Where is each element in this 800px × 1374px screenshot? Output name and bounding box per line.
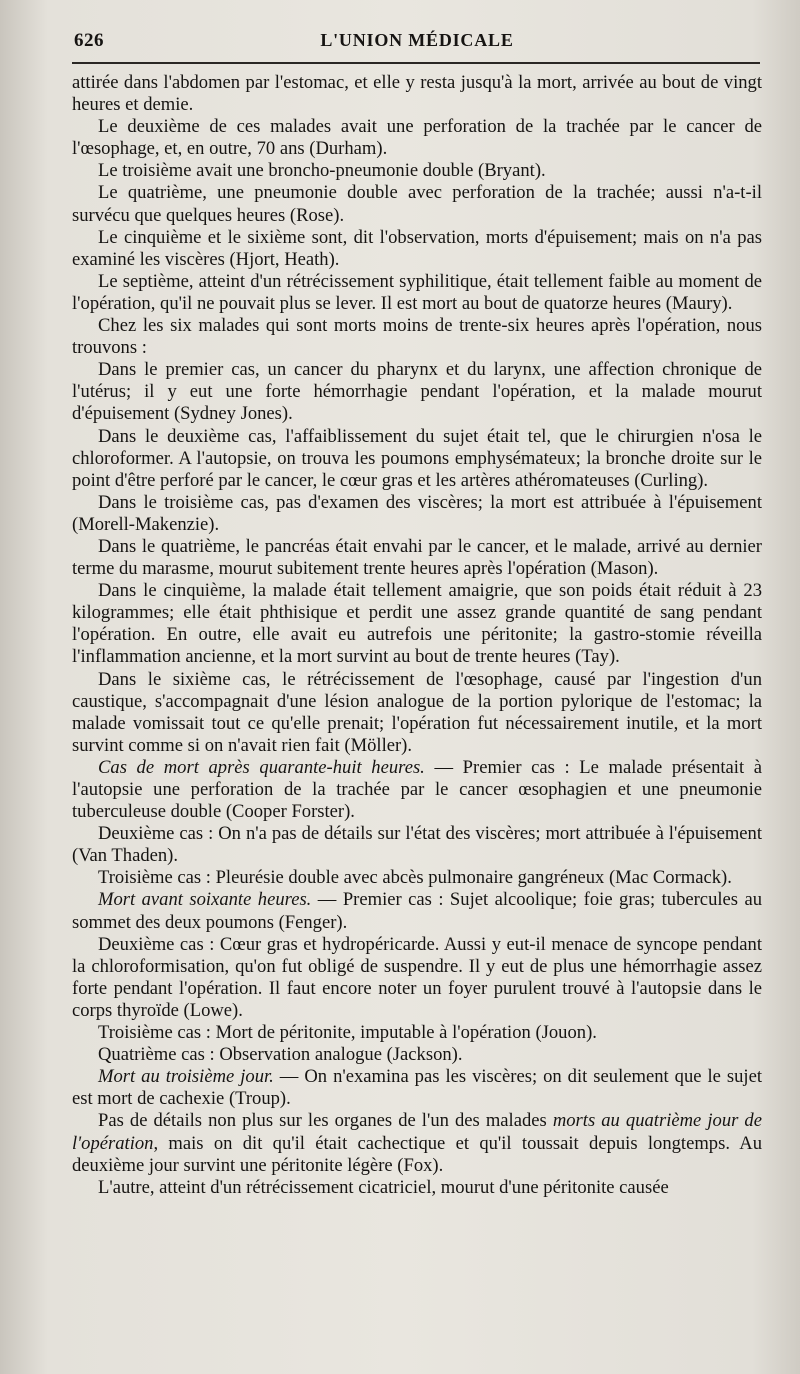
paragraph: Le deuxième de ces malades avait une perforation de la trachée par le cancer de l'œsophage, et, en outre, 70 ans (Durham).: [72, 116, 762, 160]
paragraph: Le septième, atteint d'un rétrécissement syphilitique, était tellement faible au moment de l'opération, qu'il ne pouvait plus se lever. Il est mort au bout de quatorze heures (Maury).: [72, 270, 762, 314]
paragraph: Troisième cas : Mort de péritonite, imputable à l'opération (Jouon).: [98, 1022, 597, 1044]
paragraph: L'autre, atteint d'un rétrécissement cicatriciel, mourut d'une péritonite causée: [98, 1176, 669, 1198]
paragraph: Mort au troisième jour. — On n'examina pas les viscères; on dit seulement que le sujet est mort de cachexie (Troup).: [72, 1066, 762, 1110]
paragraph: Cas de mort après quarante-huit heures. — Premier cas : Le malade présentait à l'autopsie une perforation de la trachée par le cancer œsophagien et une pneumonie tuberculeuse double (Cooper Forster).: [72, 756, 762, 823]
paragraph: Dans le quatrième, le pancréas était envahi par le cancer, et le malade, arrivé au dernier terme du marasme, mourut subitement trente heures après l'opération (Mason).: [72, 535, 762, 580]
paragraph: attirée dans l'abdomen par l'estomac, et elle y resta jusqu'à la mort, arrivée au bout de vingt heures et demie.: [72, 72, 762, 116]
paragraph: Dans le deuxième cas, l'affaiblissement du sujet était tel, que le chirurgien n'osa le chloroformer. A l'autopsie, on trouva les poumons emphysémateux; la bronche droite sur le point d'être perforé par le cancer, le cœur gras et les artères athéromateuses (Curling).: [72, 425, 762, 491]
paragraph: Mort avant soixante heures. — Premier cas : Sujet alcoolique; foie gras; tubercules au sommet des deux poumons (Fenger).: [72, 889, 763, 933]
paragraph: Quatrième cas : Observation analogue (Jackson).: [98, 1044, 463, 1066]
paragraph: Dans le sixième cas, le rétrécissement de l'œsophage, causé par l'ingestion d'un caustique, s'accompagnait d'une lésion analogue de la portion pylorique de l'estomac; la malade vomissait tout ce qu'elle prenait; l'opération fut nécessairement inutile, et la mort survint comme si on n'avait rien fait (Möller).: [72, 668, 762, 756]
paragraph: Le quatrième, une pneumonie double avec perforation de la trachée; aussi n'a-t-il survécu que quelques heures (Rose).: [72, 182, 762, 226]
inline-italic: morts au quatrième jour de l'opération: [72, 1110, 762, 1154]
paragraph: Chez les six malades qui sont morts moins de trente-six heures après l'opération, nous trouvons :: [72, 315, 762, 359]
running-title: L'UNION MÉDICALE: [320, 30, 514, 50]
section-heading: Cas de mort après quarante-huit heures.: [98, 756, 425, 778]
paragraph: Pas de détails non plus sur les organes de l'un des malades morts au quatrième jour de l'opération, mais on dit qu'il était cachectique et qu'il toussait depuis longtemps. Au deuxième jour survint une péritonite légère (Fox).: [72, 1110, 762, 1176]
header-rule: [72, 62, 760, 64]
page-header: [72, 28, 762, 60]
paragraph: Deuxième cas : On n'a pas de détails sur l'état des viscères; mort attribuée à l'épuisement (Van Thaden).: [72, 823, 762, 867]
section-heading: Mort avant soixante heures.: [98, 889, 312, 911]
page-number: 626: [74, 30, 104, 51]
paragraph: Troisième cas : Pleurésie double avec abcès pulmonaire gangréneux (Mac Cormack).: [98, 867, 732, 889]
section-heading: Mort au troisième jour.: [98, 1066, 274, 1088]
paragraph: Dans le premier cas, un cancer du pharynx et du larynx, une affection chronique de l'utérus; il y eut une forte hémorrhagie pendant l'opération, et la malade mourut d'épuisement (Sydney Jones).: [72, 359, 762, 425]
paragraph: Dans le cinquième, la malade était tellement amaigrie, que son poids était réduit à 23 kilogrammes; elle était phthisique et perdit une assez grande quantité de sang pendant l'opération. En outre, elle avait eu autrefois une péritonite; la gastro-stomie réveilla l'inflammation ancienne, et la mort survint au bout de trente heures (Tay).: [72, 580, 762, 668]
body-text: [72, 72, 762, 1199]
paragraph: Dans le troisième cas, pas d'examen des viscères; la mort est attribuée à l'épuisement (Morell-Makenzie).: [72, 491, 762, 535]
paragraph: Le troisième avait une broncho-pneumonie double (Bryant).: [98, 160, 546, 182]
paragraph: Le cinquième et le sixième sont, dit l'observation, morts d'épuisement; mais on n'a pas examiné les viscères (Hjort, Heath).: [72, 226, 762, 270]
paragraph: Deuxième cas : Cœur gras et hydropéricarde. Aussi y eut-il menace de syncope pendant la chloroformisation, qu'on fut obligé de suspendre. Il y eut de plus une hémorrhagie assez forte pendant l'opération. Il faut encore noter un foyer purulent trouvé à l'autopsie dans le corps thyroïde (Lowe).: [72, 933, 762, 1021]
